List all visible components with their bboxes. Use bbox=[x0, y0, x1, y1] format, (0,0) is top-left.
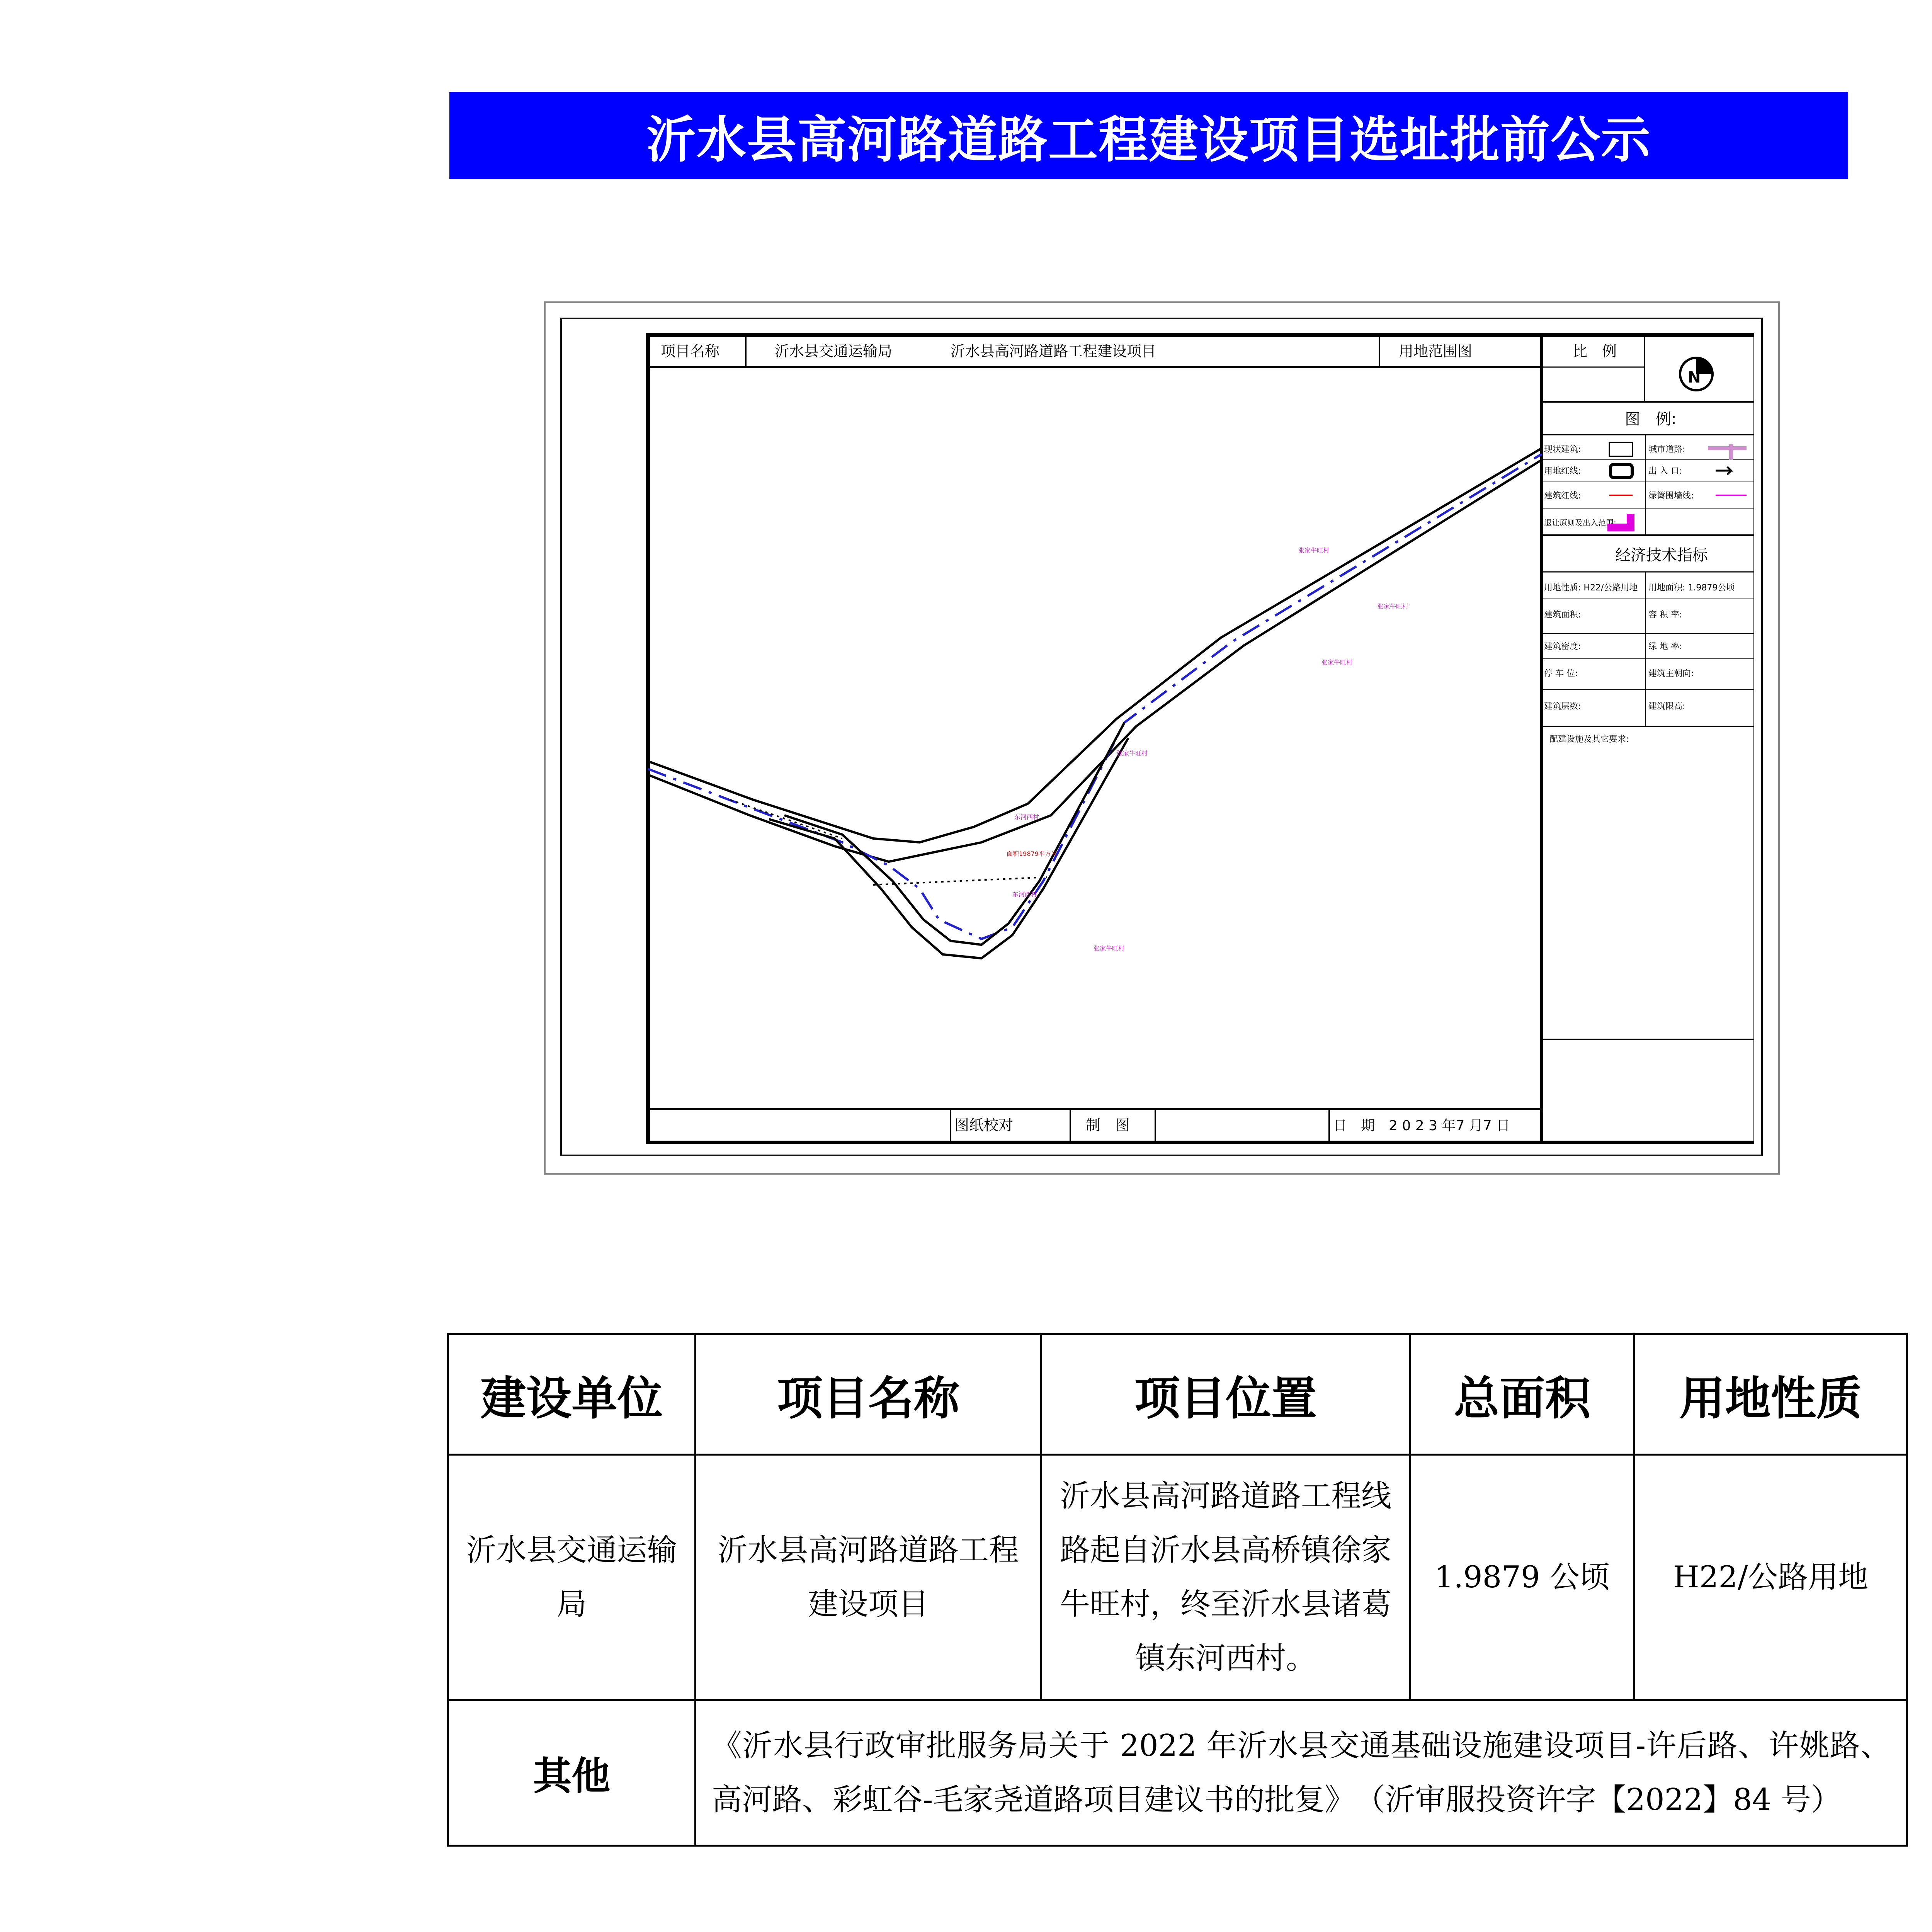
tech-row-4: 建筑密度: bbox=[1544, 642, 1581, 651]
legend-item-2: 用地红线: bbox=[1544, 466, 1581, 476]
redline-dots bbox=[730, 800, 1047, 885]
road-edge-north bbox=[648, 448, 1542, 842]
site-plan-drawing bbox=[641, 332, 1754, 1144]
table-header-row bbox=[448, 1334, 1907, 1455]
legend-title: 图 例: bbox=[1625, 410, 1677, 428]
cell-unit: 沂水县交通运输局 bbox=[448, 1455, 696, 1700]
plan-scale-label: 比 例 bbox=[1573, 343, 1617, 360]
plan-footer-check: 图纸校对 bbox=[954, 1117, 1014, 1134]
north-arrow-icon bbox=[1680, 358, 1713, 390]
legend-redline-icon bbox=[1611, 464, 1632, 478]
tech-title: 经济技术指标 bbox=[1615, 546, 1708, 564]
label-village-7: 张家牛旺村 bbox=[1094, 945, 1125, 952]
cell-location: 沂水县高河路道路工程线路起自沂水县高桥镇徐家牛旺村，终至沂水县诸葛镇东河西村。 bbox=[1041, 1455, 1410, 1700]
cell-nature: H22/公路用地 bbox=[1634, 1455, 1907, 1700]
project-info-table bbox=[447, 1333, 1908, 1847]
label-village-6: 东河西村 bbox=[1012, 891, 1037, 898]
plan-footer-date: 日 期 2 0 2 3 年7 月7 日 bbox=[1333, 1118, 1510, 1134]
legend-item-6: 退让原则及出入范围: bbox=[1544, 518, 1616, 527]
road-edge-south bbox=[648, 460, 1542, 862]
header-area: 总面积 bbox=[1410, 1334, 1634, 1455]
page-title: 沂水县高河路道路工程建设项目选址批前公示 bbox=[646, 111, 1651, 169]
other-label: 其他 bbox=[448, 1700, 696, 1846]
tech-row-3: 容 积 率: bbox=[1648, 610, 1682, 620]
legend-item-3: 出 入 口: bbox=[1648, 466, 1682, 476]
cell-area: 1.9879 公顷 bbox=[1410, 1455, 1634, 1700]
header-name: 项目名称 bbox=[696, 1334, 1041, 1455]
cell-name: 沂水县高河路道路工程建设项目 bbox=[696, 1455, 1041, 1700]
label-village-5: 东河西村 bbox=[1014, 813, 1039, 821]
tech-row-9: 建筑限高: bbox=[1648, 702, 1685, 711]
publicity-period bbox=[501, 1926, 1409, 1932]
header-nature: 用地性质 bbox=[1634, 1334, 1907, 1455]
label-village-1: 张家牛旺村 bbox=[1298, 547, 1330, 554]
plan-project: 沂水县高河路道路工程建设项目 bbox=[951, 343, 1156, 360]
tech-row-7: 建筑主朝向: bbox=[1648, 669, 1694, 679]
label-area: 面积19879平方米 bbox=[1007, 850, 1057, 857]
legend-item-1: 城市道路: bbox=[1648, 445, 1685, 454]
legend-item-0: 现状建筑: bbox=[1544, 445, 1581, 454]
plan-unit: 沂水县交通运输局 bbox=[775, 343, 893, 360]
north-label: N bbox=[1688, 369, 1701, 386]
legend-building-icon bbox=[1609, 442, 1633, 456]
table-row bbox=[448, 1455, 1907, 1700]
plan-project-name-label: 项目名称 bbox=[661, 343, 720, 360]
legend-entrance-icon bbox=[1716, 467, 1731, 474]
tech-row-2: 建筑面积: bbox=[1544, 610, 1581, 620]
label-village-2: 张家牛旺村 bbox=[1378, 603, 1409, 610]
page-title-banner bbox=[449, 92, 1848, 179]
tech-row-5: 绿 地 率: bbox=[1648, 642, 1682, 651]
header-location: 项目位置 bbox=[1041, 1334, 1410, 1455]
legend-road-icon bbox=[1708, 444, 1747, 460]
tech-row-1: 用地面积: 1.9879公顷 bbox=[1648, 583, 1735, 593]
tech-row-8: 建筑层数: bbox=[1544, 702, 1581, 711]
plan-drawing-type: 用地范围图 bbox=[1399, 343, 1473, 360]
header-unit: 建设单位 bbox=[448, 1334, 696, 1455]
legend-item-4: 建筑红线: bbox=[1544, 491, 1581, 501]
tech-row-10: 配建设施及其它要求: bbox=[1549, 735, 1629, 744]
tech-row-0: 用地性质: H22/公路用地 bbox=[1544, 583, 1638, 593]
other-text: 《沂水县行政审批服务局关于 2022 年沂水县交通基础设施建设项目-许后路、许姚路、高河路、彩虹谷-毛家尧道路项目建议书的批复》 （沂审服投资许字【2022】84 号） bbox=[696, 1700, 1907, 1846]
legend-item-5: 绿篱围墙线: bbox=[1648, 491, 1694, 501]
label-village-4: 张家牛旺村 bbox=[1117, 750, 1148, 757]
label-village-3: 张家牛旺村 bbox=[1321, 659, 1353, 666]
tech-row-6: 停 车 位: bbox=[1544, 669, 1578, 679]
table-other-row bbox=[448, 1700, 1907, 1846]
road-alignment bbox=[648, 448, 1542, 958]
plan-footer-draw: 制 图 bbox=[1086, 1117, 1130, 1134]
